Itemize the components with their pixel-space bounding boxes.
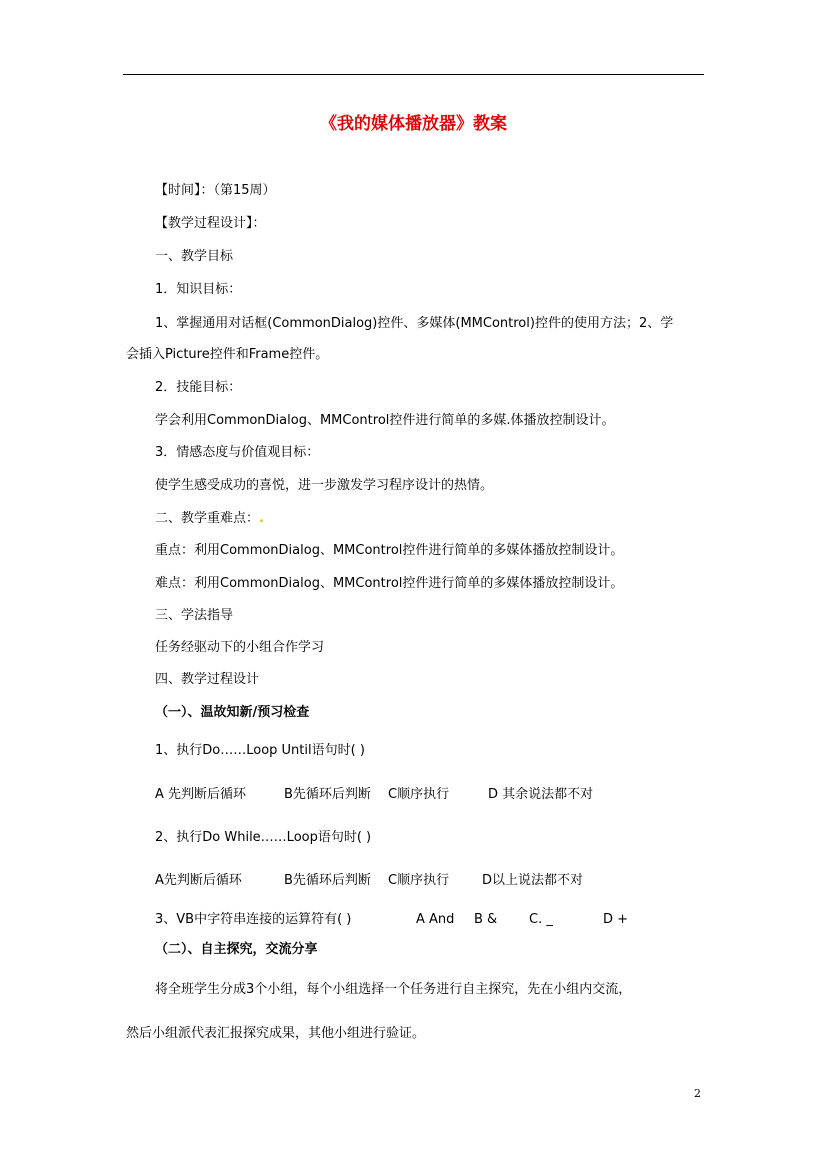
page-number: 2	[694, 1087, 701, 1100]
key-point-line: 重点：利用CommonDialog、MMControl控件进行简单的多媒体播放控制设计。	[155, 543, 624, 558]
skill-goal-text: 学会利用CommonDialog、MMControl控件进行简单的多媒.体播放控制设计。	[155, 413, 615, 428]
emotion-goal-heading: 3．情感态度与价值观目标：	[155, 445, 320, 460]
question-2-options	[155, 872, 583, 890]
knowledge-goal-text-1: 1、掌握通用对话框(CommonDialog)控件、多媒体(MMControl)控件的使用方法；2、学	[155, 316, 674, 331]
knowledge-goal-heading: 1．知识目标：	[155, 282, 242, 297]
subheading-explore: （二）、自主探究，交流分享	[155, 942, 318, 957]
paragraph-line-1: 将全班学生分成3个小组，每个小组选择一个任务进行自主探究，先在小组内交流，	[155, 982, 632, 997]
skill-goal-heading: 2．技能目标：	[155, 380, 242, 395]
question-1: 1、执行Do……Loop Until语句时( )	[155, 743, 365, 758]
option-d: D以上说法都不对	[482, 873, 584, 888]
header-rule	[123, 74, 704, 75]
option-d: D 其余说法都不对	[488, 787, 594, 802]
yellow-dot-mark: .	[259, 511, 264, 526]
section-heading-2: 二、教学重难点：.	[155, 511, 264, 526]
paragraph-line-2: 然后小组派代表汇报探究成果，其他小组进行验证。	[126, 1026, 426, 1041]
difficult-point-line: 难点：利用CommonDialog、MMControl控件进行简单的多媒体播放控制设计。	[155, 576, 624, 591]
option-b: B &	[474, 912, 498, 927]
document-title: 《我的媒体播放器》教案	[320, 114, 507, 134]
question-1-options	[155, 786, 593, 804]
section-heading-4: 四、教学过程设计	[155, 672, 260, 687]
option-d: D +	[603, 912, 629, 927]
question-2: 2、执行Do While……Loop语句时( )	[155, 830, 372, 845]
knowledge-goal-text-2: 会插入Picture控件和Frame控件。	[126, 347, 329, 362]
option-a: A先判断后循环	[155, 873, 242, 888]
section-heading-3: 三、学法指导	[155, 608, 234, 623]
subheading-review: （一）、温故知新/预习检查	[155, 705, 310, 720]
option-a: A And	[416, 912, 455, 927]
option-a: A 先判断后循环	[155, 787, 247, 802]
question-3	[155, 911, 628, 929]
time-line: 【时间】：（第15周）	[155, 183, 276, 198]
emotion-goal-text: 使学生感受成功的喜悦，进一步激发学习程序设计的热情。	[155, 478, 494, 493]
option-c: C顺序执行	[388, 787, 450, 802]
section-heading-1: 一、教学目标	[155, 249, 234, 264]
section-3-text: 任务经驱动下的小组合作学习	[155, 640, 325, 655]
option-c: C顺序执行	[388, 873, 450, 888]
option-c: C. _	[529, 912, 553, 927]
process-design-label: 【教学过程设计】：	[155, 216, 266, 231]
question-3-text: 3、VB中字符串连接的运算符有( )	[155, 912, 352, 927]
option-b: B先循环后判断	[284, 787, 371, 802]
option-b: B先循环后判断	[284, 873, 371, 888]
